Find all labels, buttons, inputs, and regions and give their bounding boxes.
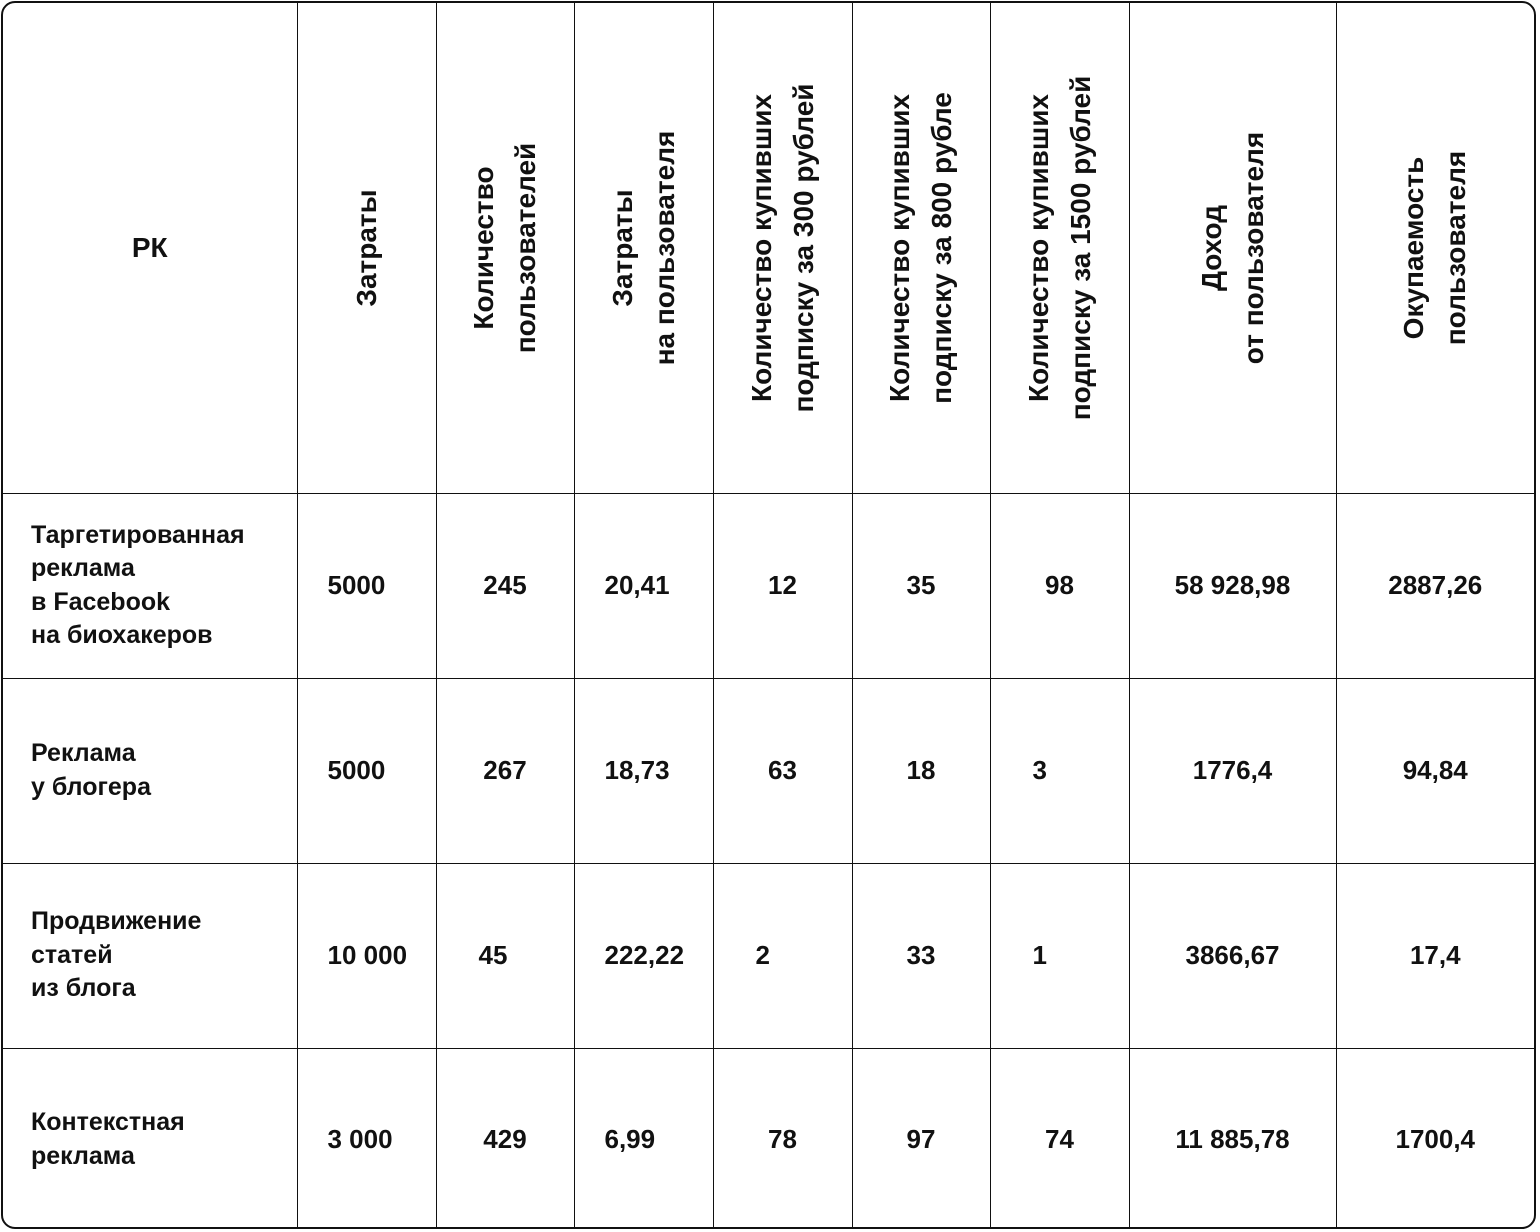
- header-income-per-user-label: Доход от пользователя: [1195, 131, 1269, 364]
- table-row: [3, 493, 1534, 678]
- table-row: [3, 678, 1534, 863]
- payback-cell: 2887,26: [1336, 493, 1534, 678]
- cost-per-user-cell: 6,99: [574, 1048, 713, 1229]
- income-per-user-cell: 58 928,98: [1129, 493, 1336, 678]
- costs-cell: 5000: [297, 678, 436, 863]
- table-row: [3, 1048, 1534, 1229]
- rk-cell: Таргетированная реклама в Facebook на биохакеров: [3, 493, 297, 678]
- cost-per-user-cell: 222,22: [574, 863, 713, 1048]
- header-row: [3, 3, 1534, 493]
- sub-300-cell: 12: [713, 493, 852, 678]
- payback-cell: 94,84: [1336, 678, 1534, 863]
- income-per-user-cell: 3866,67: [1129, 863, 1336, 1048]
- costs-cell: 3 000: [297, 1048, 436, 1229]
- sub-300-cell: 78: [713, 1048, 852, 1229]
- header-cost-per-user: [574, 3, 713, 493]
- sub-1500-cell: 98: [990, 493, 1129, 678]
- cost-per-user-cell: 18,73: [574, 678, 713, 863]
- campaign-table: [3, 3, 1534, 1229]
- sub-800-cell: 18: [852, 678, 990, 863]
- payback-cell: 17,4: [1336, 863, 1534, 1048]
- header-cost-per-user-label: Затраты на пользователя: [606, 130, 680, 366]
- sub-800-cell: 35: [852, 493, 990, 678]
- payback-cell: 1700,4: [1336, 1048, 1534, 1229]
- rk-cell: Контекстная реклама: [3, 1048, 297, 1229]
- sub-1500-cell: 74: [990, 1048, 1129, 1229]
- header-costs: [297, 3, 436, 493]
- users-cell: 245: [436, 493, 574, 678]
- rk-cell: Продвижение статей из блога: [3, 863, 297, 1048]
- cost-per-user-cell: 20,41: [574, 493, 713, 678]
- sub-1500-cell: 3: [990, 678, 1129, 863]
- users-cell: 267: [436, 678, 574, 863]
- campaign-table-frame: [1, 1, 1536, 1229]
- header-users-label: Количество пользователей: [468, 142, 541, 354]
- sub-1500-cell: 1: [990, 863, 1129, 1048]
- header-users: [436, 3, 574, 493]
- header-payback: [1336, 3, 1534, 493]
- header-sub-800-label: Количество купивших подписку за 800 рубле: [884, 91, 957, 404]
- users-cell: 45: [436, 863, 574, 1048]
- costs-cell: 10 000: [297, 863, 436, 1048]
- sub-300-cell: 63: [713, 678, 852, 863]
- costs-cell: 5000: [297, 493, 436, 678]
- users-cell: 429: [436, 1048, 574, 1229]
- header-sub-300-label: Количество купивших подписку за 300 рублей: [745, 83, 819, 413]
- sub-300-cell: 2: [713, 863, 852, 1048]
- table-row: [3, 863, 1534, 1048]
- header-rk: РК: [3, 3, 297, 493]
- sub-800-cell: 97: [852, 1048, 990, 1229]
- header-sub-800: [852, 3, 990, 493]
- header-payback-label: Окупаемость пользователя: [1398, 150, 1472, 345]
- header-sub-1500-label: Количество купивших подписку за 1500 рублей: [1022, 75, 1096, 421]
- header-costs-label: Затраты: [350, 189, 382, 307]
- header-sub-300: [713, 3, 852, 493]
- header-sub-1500: [990, 3, 1129, 493]
- income-per-user-cell: 11 885,78: [1129, 1048, 1336, 1229]
- header-income-per-user: [1129, 3, 1336, 493]
- rk-cell: Реклама у блогера: [3, 678, 297, 863]
- income-per-user-cell: 1776,4: [1129, 678, 1336, 863]
- sub-800-cell: 33: [852, 863, 990, 1048]
